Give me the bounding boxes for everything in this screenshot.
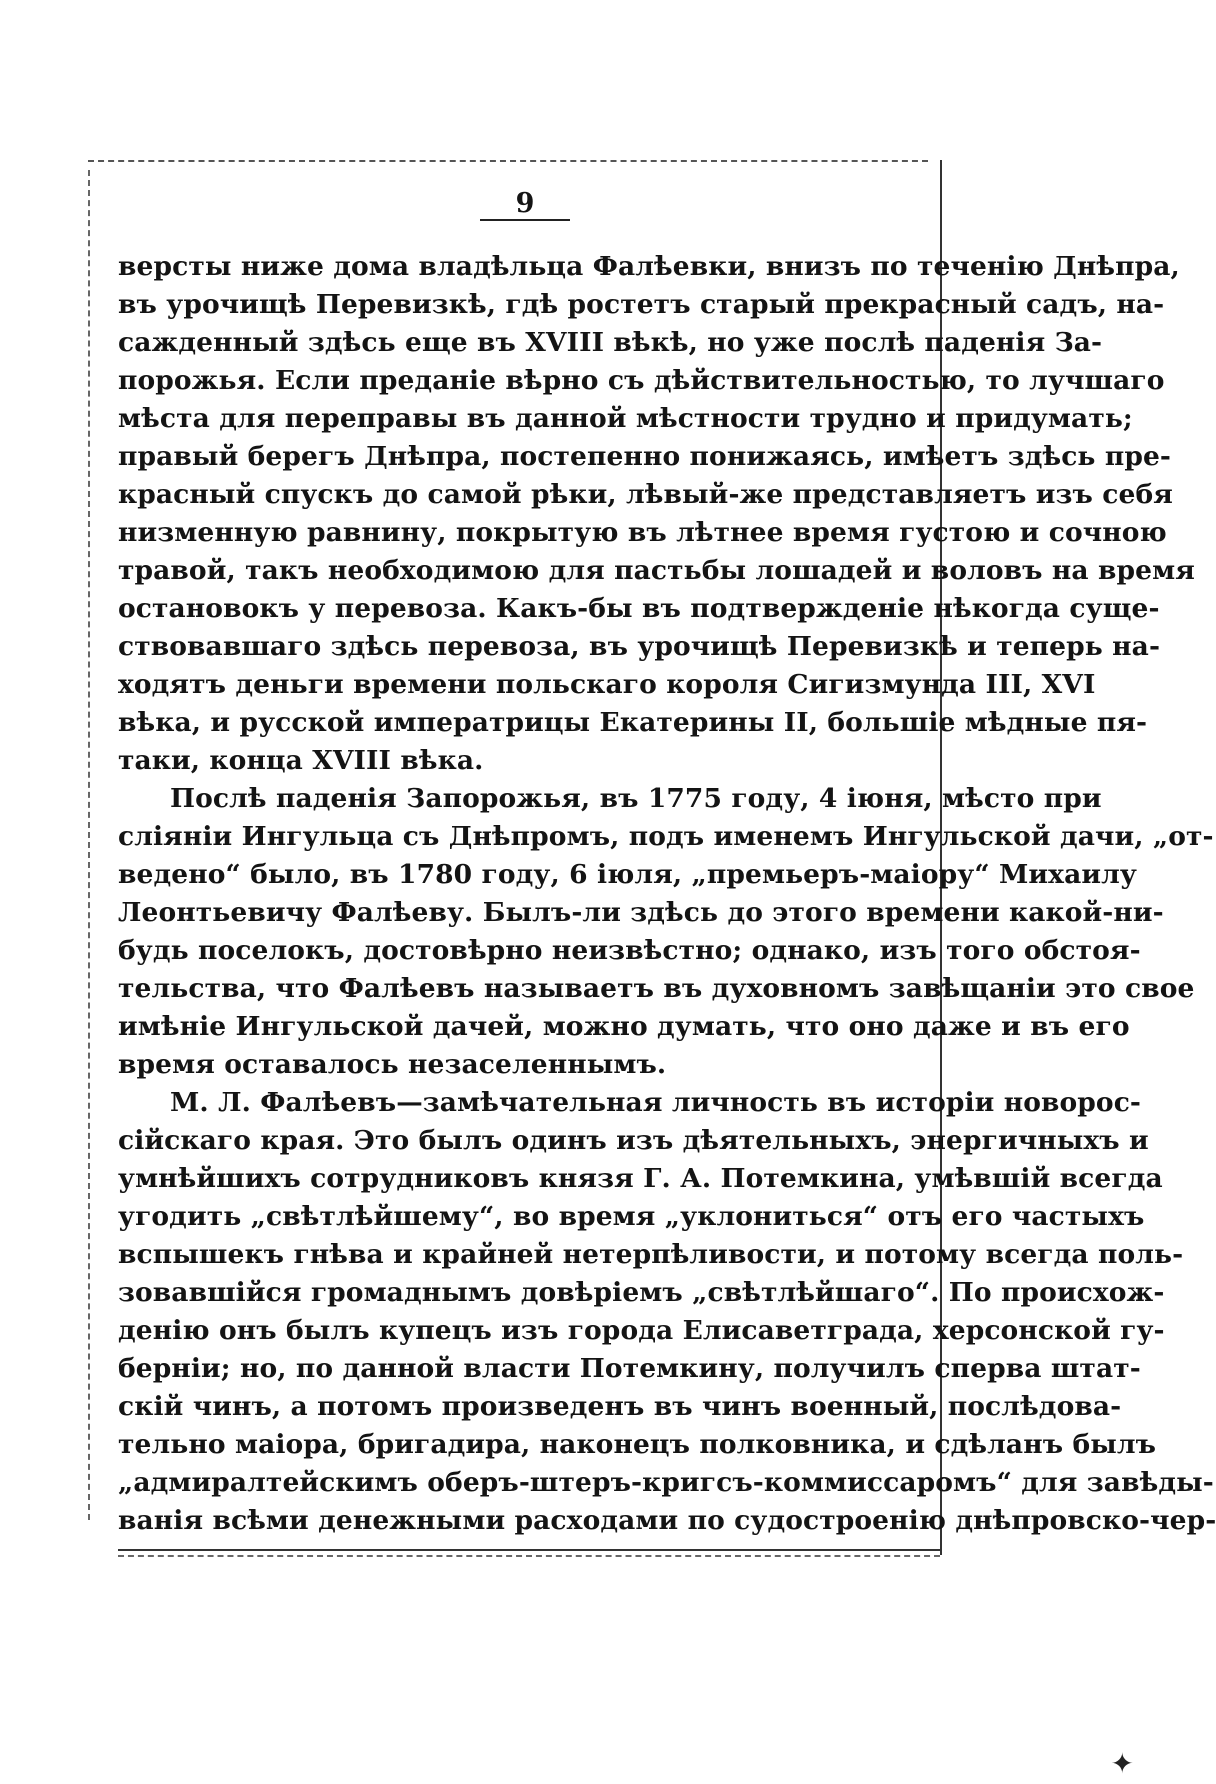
text-line: травой, такъ необходимою для пастьбы лошадей и воловъ на время [118, 555, 1195, 586]
text-line: имѣніе Ингульской дачей, можно думать, что оно даже и въ его [118, 1011, 1130, 1042]
text-line: зовавшійся громаднымъ довѣріемъ „свѣтлѣйшаго“. По происхож- [118, 1277, 1165, 1308]
text-line: тельства, что Фалѣевъ называетъ въ духовномъ завѣщаніи это свое [118, 973, 1195, 1004]
scan-frame-bottom-dashed [118, 1555, 940, 1557]
text-line: таки, конца XVIII вѣка. [118, 745, 484, 776]
text-line: умнѣйшихъ сотрудниковъ князя Г. А. Потемкина, умѣвшій всегда [118, 1163, 1163, 1194]
text-line: ходятъ деньги времени польскаго короля Сигизмунда III, XVI [118, 669, 1096, 700]
text-line: берніи; но, по данной власти Потемкину, получилъ сперва штат- [118, 1353, 1141, 1384]
text-line: время оставалось незаселеннымъ. [118, 1049, 667, 1080]
scan-frame-left [88, 170, 90, 1520]
page-number-rule [480, 219, 570, 221]
text-line: „адмиралтейскимъ оберъ-штеръ-кригсъ-коммиссаромъ“ для завѣды- [118, 1467, 1214, 1498]
text-line: мѣста для переправы въ данной мѣстности трудно и придумать; [118, 403, 1133, 434]
scan-frame-top [88, 160, 928, 162]
text-line: М. Л. Фалѣевъ—замѣчательная личность въ исторіи новорос- [170, 1087, 1142, 1118]
text-line: сажденный здѣсь еще въ XVIII вѣкѣ, но уже послѣ паденія За- [118, 327, 1103, 358]
text-line: правый берегъ Днѣпра, постепенно понижаясь, имѣетъ здѣсь пре- [118, 441, 1172, 472]
text-line: вспышекъ гнѣва и крайней нетерпѣливости, и потому всегда поль- [118, 1239, 1184, 1270]
text-line: сліяніи Ингульца съ Днѣпромъ, подъ именемъ Ингульской дачи, „от- [118, 821, 1214, 852]
text-line: Леонтьевичу Фалѣеву. Былъ-ли здѣсь до этого времени какой-ни- [118, 897, 1164, 928]
text-line: скій чинъ, а потомъ произведенъ въ чинъ военный, послѣдова- [118, 1391, 1122, 1422]
scan-frame-bottom [118, 1549, 940, 1551]
text-line: угодить „свѣтлѣйшему“, во время „уклониться“ отъ его частыхъ [118, 1201, 1145, 1232]
body-text [118, 248, 1216, 1540]
page-number: 9 [515, 188, 535, 219]
text-line: въ урочищѣ Перевизкѣ, гдѣ ростетъ старый прекрасный садъ, на- [118, 289, 1165, 320]
text-line: ванія всѣми денежными расходами по судостроенію днѣпровско-чер- [118, 1505, 1216, 1536]
text-line: ствовавшаго здѣсь перевоза, въ урочищѣ Перевизкѣ и теперь на- [118, 631, 1161, 662]
text-line: Послѣ паденія Запорожья, въ 1775 году, 4 іюня, мѣсто при [170, 783, 1102, 814]
text-line: порожья. Если преданіе вѣрно съ дѣйствительностью, то лучшаго [118, 365, 1165, 396]
text-line: остановокъ у перевоза. Какъ-бы въ подтвержденіе нѣкогда суще- [118, 593, 1160, 624]
text-line: красный спускъ до самой рѣки, лѣвый-же представляетъ изъ себя [118, 479, 1173, 510]
scan-corner-mark: ✦ [1110, 1747, 1134, 1780]
text-line: будь поселокъ, достовѣрно неизвѣстно; однако, изъ того обстоя- [118, 935, 1141, 966]
text-line: вѣка, и русской императрицы Екатерины II, большіе мѣдные пя- [118, 707, 1148, 738]
text-line: денію онъ былъ купецъ изъ города Елисаветграда, херсонской гу- [118, 1315, 1165, 1346]
text-line: версты ниже дома владѣльца Фалѣевки, внизъ по теченію Днѣпра, [118, 251, 1180, 282]
text-line: тельно маіора, бригадира, наконецъ полковника, и сдѣланъ былъ [118, 1429, 1157, 1460]
text-line: сійскаго края. Это былъ одинъ изъ дѣятельныхъ, энергичныхъ и [118, 1125, 1149, 1156]
text-line: низменную равнину, покрытую въ лѣтнее время густою и сочною [118, 517, 1167, 548]
text-line: ведено“ было, въ 1780 году, 6 іюля, „премьеръ-маіору“ Михаилу [118, 859, 1137, 890]
